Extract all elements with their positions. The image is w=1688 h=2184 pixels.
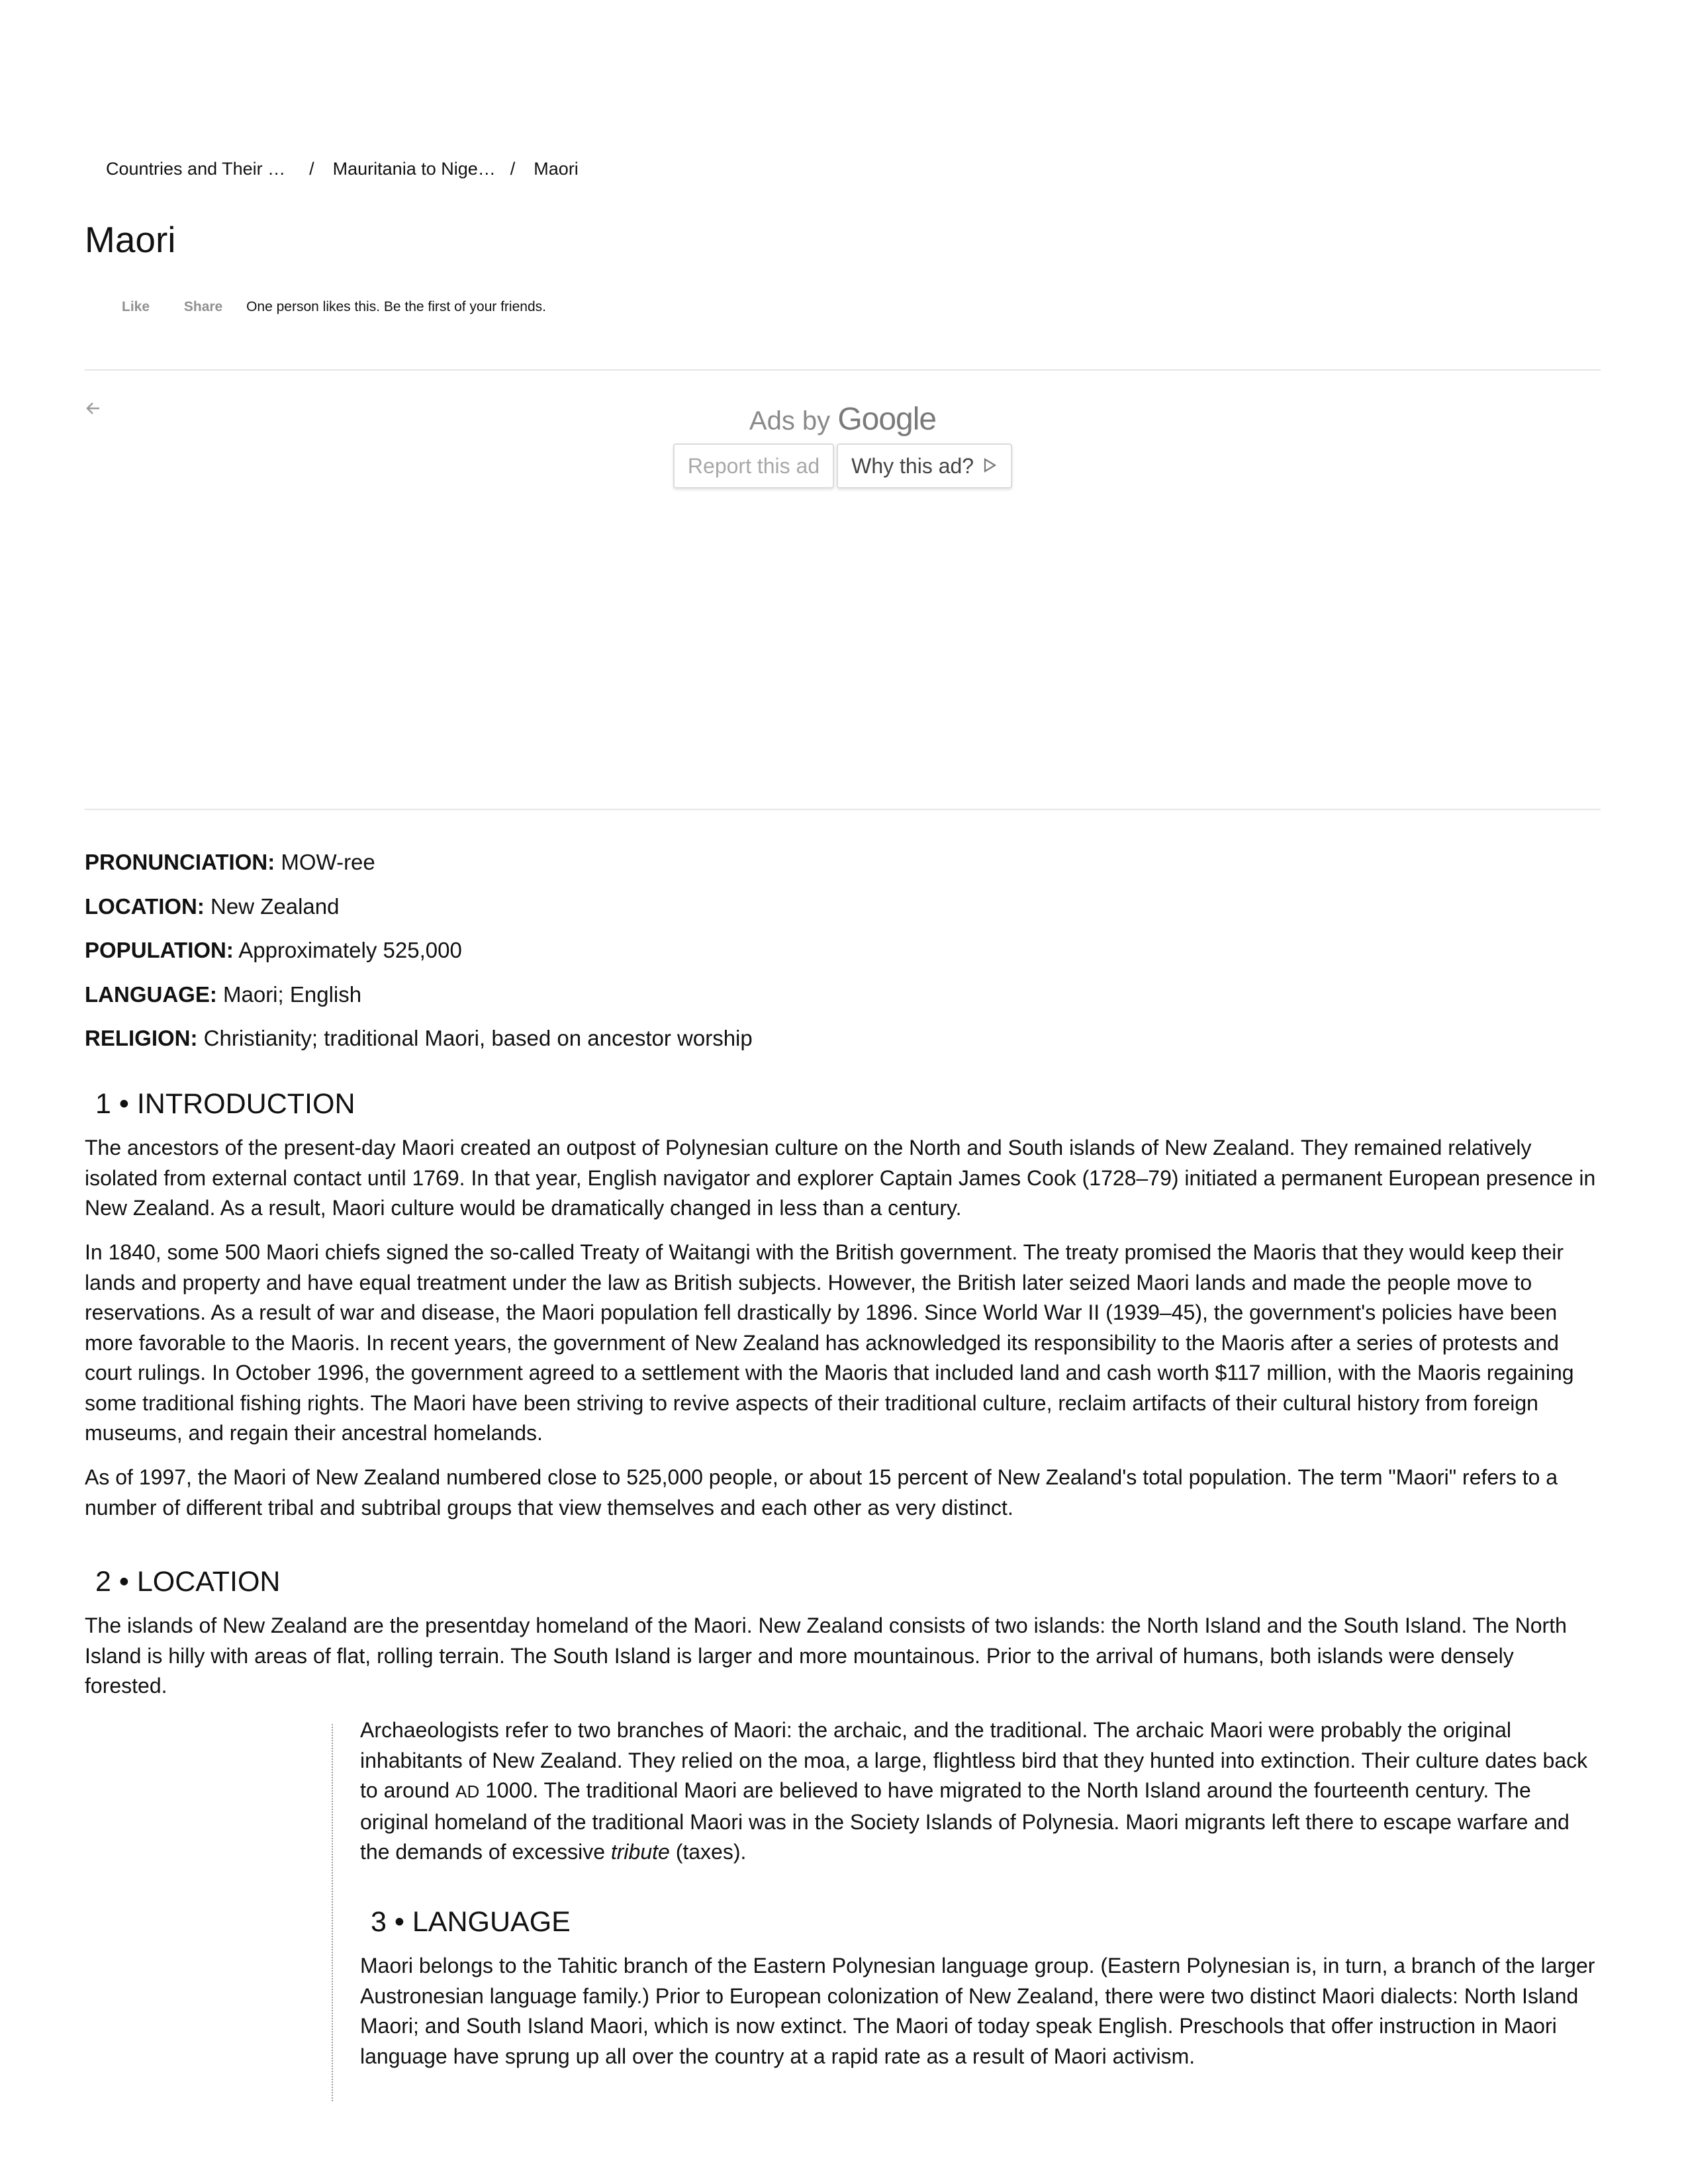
fact-value: Christianity; traditional Maori, based on ancestor worship bbox=[203, 1026, 753, 1050]
intro-paragraph: In 1840, some 500 Maori chiefs signed the so-called Treaty of Waitangi with the British government. The treaty promised the Maoris that they would keep their lands and property and have equal treatment under the law as British subjects. However, the British later seized Maori lands and made the people move to reservations. As a result of war and disease, the Maori population fell drastically by 1896. Since World War II (1939–45), the government's policies have been more favorable to the Maoris. In recent years, the government of New Zealand has acknowledged its responsibility to the Maoris after a series of protests and court rulings. In October 1996, the government agreed to a settlement with the Maoris that included land and cash worth $117 million, with the Maoris regaining some traditional fishing rights. The Maori have been striving to revive aspects of their traditional culture, reclaim artifacts of their cultural history from foreign museums, and regain their ancestral homelands. bbox=[85, 1240, 1574, 1445]
breadcrumb-item-mauritania[interactable]: Mauritania to Nige… bbox=[332, 159, 496, 179]
section-heading-introduction: 1 • INTRODUCTION bbox=[95, 1088, 355, 1120]
section-heading-language: 3 • LANGUAGE bbox=[371, 1906, 571, 1938]
likes-count-text: One person likes this. Be the first of your friends. bbox=[246, 299, 546, 314]
fact-value: Approximately 525,000 bbox=[238, 938, 462, 962]
paragraph-text: (taxes). bbox=[669, 1840, 747, 1864]
fact-value: Maori; English bbox=[223, 981, 362, 1007]
ad-top-divider bbox=[85, 369, 1601, 371]
paragraph-text: Archaeologists refer to two branches of Maori: the archaic, and the traditional. The archaic Maori were probably the original inhabitants of New Zealand. They relied on the moa, a large, flightless bird that they hunted into extinction. Their culture dates back to around bbox=[360, 1718, 1588, 1802]
fact-label: RELIGION: bbox=[85, 1026, 198, 1050]
fact-religion bbox=[85, 1017, 753, 1061]
section-heading-location: 2 • LOCATION bbox=[95, 1566, 281, 1598]
breadcrumb-separator: / bbox=[510, 159, 516, 179]
fact-label: POPULATION: bbox=[85, 938, 234, 962]
ads-by-prefix: Ads by bbox=[749, 406, 831, 435]
location-paragraph-archaeology bbox=[360, 1715, 1601, 1868]
fact-language bbox=[85, 973, 753, 1017]
fact-label: PRONUNCIATION: bbox=[85, 850, 275, 874]
ad-bottom-divider bbox=[85, 809, 1601, 810]
why-this-ad-label: Why this ad? bbox=[851, 454, 974, 478]
facts-list bbox=[85, 841, 753, 1061]
era-abbreviation: AD bbox=[455, 1782, 480, 1801]
report-ad-button[interactable]: Report this ad bbox=[673, 443, 834, 488]
paragraph-text: 1000. The traditional Maori are believed to have migrated to the North Island around the fourteenth century. The original homeland of the traditional Maori was in the Society Islands of Polynesia. Maori migrants left there to escape warfare and the demands of excessive bbox=[360, 1778, 1570, 1864]
adchoices-triangle-icon bbox=[982, 446, 998, 488]
intro-paragraph: As of 1997, the Maori of New Zealand numbered close to 525,000 people, or about 15 percent of New Zealand's total population. The term "Maori" refers to a number of different tribal and subtribal groups that view themselves and each other as very distinct. bbox=[85, 1465, 1558, 1520]
page-title: Maori bbox=[85, 219, 176, 260]
why-this-ad-button[interactable] bbox=[837, 443, 1012, 488]
fact-label: LOCATION: bbox=[85, 893, 205, 919]
glossary-term: tribute bbox=[610, 1840, 670, 1864]
language-paragraph: Maori belongs to the Tahitic branch of the Eastern Polynesian language group. (Eastern Polynesian is, in turn, a branch of the larger Austronesian language family.) Prior to European colonization of New Zealand, there were two distinct Maori dialects: North Island Maori; and South Island Maori, which is now extinct. The Maori of today speak English. Preschools that offer instruction in Maori language have sprung up all over the country at a rapid rate as a result of Maori activism. bbox=[360, 1954, 1595, 2068]
ad-feedback-buttons bbox=[85, 443, 1601, 488]
ads-by-google-label bbox=[85, 401, 1601, 437]
column-divider bbox=[332, 1724, 333, 2101]
location-paragraph: The islands of New Zealand are the presentday homeland of the Maori. New Zealand consists of two islands: the North Island and the South Island. The North Island is hilly with areas of flat, rolling terrain. The South Island is larger and more mountainous. Prior to the arrival of humans, both islands were densely forested. bbox=[85, 1614, 1567, 1698]
intro-paragraph: The ancestors of the present-day Maori created an outpost of Polynesian culture on the North and South islands of New Zealand. They remained relatively isolated from external contact until 1769. In that year, English navigator and explorer Captain James Cook (1728–79) initiated a permanent European presence in New Zealand. As a result, Maori culture would be dramatically changed in less than a century. bbox=[85, 1136, 1596, 1220]
breadcrumb-item-countries[interactable]: Countries and Their … bbox=[106, 159, 286, 179]
social-bar bbox=[122, 299, 546, 315]
fact-location bbox=[85, 885, 753, 929]
breadcrumb-separator: / bbox=[309, 159, 314, 179]
google-logo-text: Google bbox=[837, 402, 937, 437]
share-button[interactable]: Share bbox=[183, 299, 223, 314]
fact-value: MOW-ree bbox=[281, 850, 375, 874]
like-button[interactable]: Like bbox=[122, 299, 150, 314]
breadcrumb-item-current: Maori bbox=[534, 159, 579, 179]
breadcrumb bbox=[106, 159, 579, 179]
fact-value: New Zealand bbox=[211, 893, 340, 919]
fact-label: LANGUAGE: bbox=[85, 981, 217, 1007]
fact-pronunciation bbox=[85, 841, 753, 885]
fact-population bbox=[85, 929, 753, 973]
